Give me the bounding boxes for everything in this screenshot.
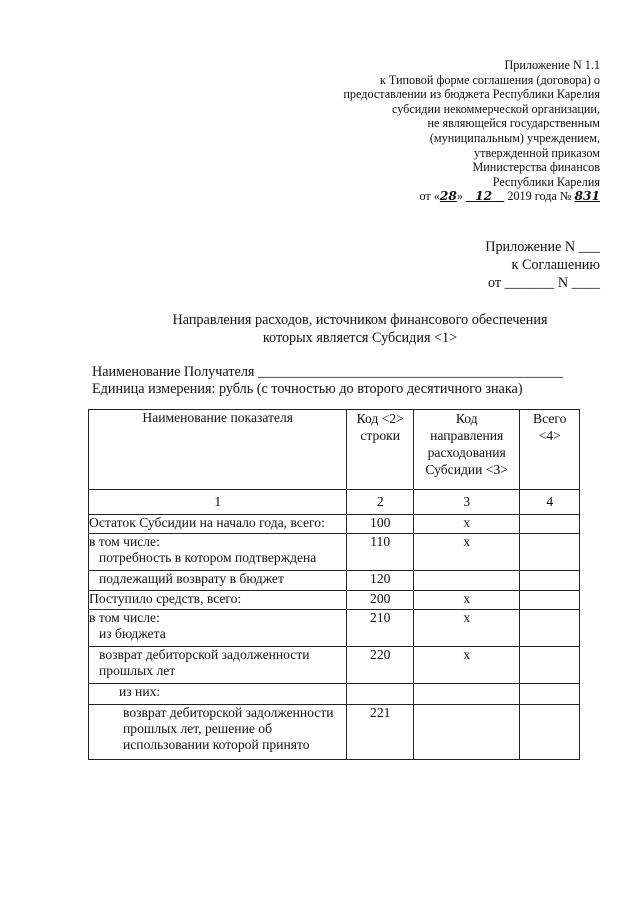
title-line-2: которых является Субсидия <1> <box>262 329 458 346</box>
date-year: 2019 года № <box>507 189 572 204</box>
header-total <box>520 410 580 490</box>
row-total <box>520 534 580 571</box>
table-header-row <box>89 410 580 490</box>
col-number: 1 <box>89 490 347 515</box>
header-line: Приложение N 1.1 <box>504 58 600 72</box>
header-dir-l2: направления <box>430 428 504 443</box>
header-code-l2: строки <box>360 428 401 443</box>
table-row <box>89 705 580 760</box>
row-name-prefix: в том числе: <box>89 534 160 549</box>
row-name <box>89 571 347 591</box>
row-code: 200 <box>347 591 414 610</box>
date-month-handwritten: 12 <box>475 189 493 204</box>
header-line: субсидии некоммерческой организации, <box>391 101 600 116</box>
document-title <box>80 312 640 347</box>
header-name: Наименование показателя <box>89 410 347 490</box>
appendix-agreement: к Соглашению <box>511 257 600 274</box>
row-name <box>89 647 347 684</box>
row-total <box>520 610 580 647</box>
table-row <box>89 610 580 647</box>
row-direction <box>413 705 519 760</box>
row-code: 220 <box>347 647 414 684</box>
agreement-appendix <box>485 238 600 293</box>
header-dir-l4: Субсидии <3> <box>425 462 508 477</box>
row-name-text: потребность в котором подтверждена <box>99 550 317 565</box>
header-line: Министерства финансов <box>472 160 600 175</box>
appendix-date: от _______ N ____ <box>487 275 600 292</box>
col-number: 2 <box>347 490 414 515</box>
recipient-name-field: Наименование Получателя ___________________________________________ <box>92 364 564 380</box>
header-line: Республики Карелия <box>492 174 600 189</box>
row-name-text-l2: прошлых лет <box>99 663 176 678</box>
row-name-text: подлежащий возврату в бюджет <box>99 571 284 586</box>
header-line: не являющейся государственным <box>427 116 600 131</box>
row-direction <box>413 571 519 591</box>
unit-of-measure: Единица измерения: рубль (с точностью до второго десятичного знака) <box>92 381 523 398</box>
col-number: 4 <box>520 490 580 515</box>
document-meta <box>92 364 563 399</box>
row-direction: x <box>413 647 519 684</box>
row-total <box>520 571 580 591</box>
date-prefix: от « <box>419 189 440 204</box>
row-code: 210 <box>347 610 414 647</box>
title-line-1: Направления расходов, источником финансового обеспечения <box>172 312 548 328</box>
row-name-text-l1: возврат дебиторской задолженности <box>99 647 310 662</box>
row-name-text: из них: <box>119 684 161 699</box>
appendix-number: Приложение N ___ <box>485 239 600 255</box>
row-direction: x <box>413 610 519 647</box>
column-number-row <box>89 490 580 515</box>
date-month-underline <box>466 189 504 203</box>
table-row <box>89 647 580 684</box>
table-row <box>89 534 580 571</box>
row-direction: x <box>413 515 519 534</box>
row-name-text: из бюджета <box>99 626 166 641</box>
row-total <box>520 684 580 705</box>
header-line: (муниципальным) учреждением, <box>429 130 600 145</box>
row-code: 110 <box>347 534 414 571</box>
date-mid: » <box>456 189 466 204</box>
row-name <box>89 684 347 705</box>
order-number-handwritten: 831 <box>574 189 600 204</box>
row-direction: x <box>413 591 519 610</box>
row-name-text-l1: возврат дебиторской задолженности <box>123 705 334 720</box>
expenses-table <box>88 409 580 760</box>
row-total <box>520 705 580 760</box>
row-code: 120 <box>347 571 414 591</box>
row-name <box>89 610 347 647</box>
header-dir-l3: расходования <box>427 445 506 460</box>
row-name-prefix: в том числе: <box>89 610 160 625</box>
table-row <box>89 515 580 534</box>
header-dir-l1: Код <box>455 411 478 426</box>
header-line: предоставлении из бюджета Республики Карелия <box>343 87 600 102</box>
row-total <box>520 515 580 534</box>
header-total-l2: <4> <box>538 428 561 443</box>
row-name: Поступило средств, всего: <box>89 591 347 610</box>
table-row <box>89 684 580 705</box>
header-date-line <box>280 189 600 204</box>
header-code <box>347 410 414 490</box>
row-code: 100 <box>347 515 414 534</box>
header-line: к Типовой форме соглашения (договора) о <box>379 72 600 87</box>
row-code <box>347 684 414 705</box>
date-day-handwritten: 28 <box>439 189 457 204</box>
row-direction <box>413 684 519 705</box>
table-row <box>89 591 580 610</box>
row-name <box>89 705 347 760</box>
header-code-l1: Код <2> <box>356 411 404 426</box>
document-header <box>280 58 600 204</box>
header-direction <box>413 410 519 490</box>
row-name-text-l3: использовании которой принято <box>123 737 310 752</box>
header-total-l1: Всего <box>533 411 567 426</box>
row-name <box>89 534 347 571</box>
row-name-text-l2: прошлых лет, решение об <box>123 721 273 736</box>
row-direction: x <box>413 534 519 571</box>
row-total <box>520 647 580 684</box>
row-total <box>520 591 580 610</box>
row-code: 221 <box>347 705 414 760</box>
row-name: Остаток Субсидии на начало года, всего: <box>89 515 347 534</box>
header-line: утвержденной приказом <box>474 145 600 160</box>
table-row <box>89 571 580 591</box>
col-number: 3 <box>413 490 519 515</box>
